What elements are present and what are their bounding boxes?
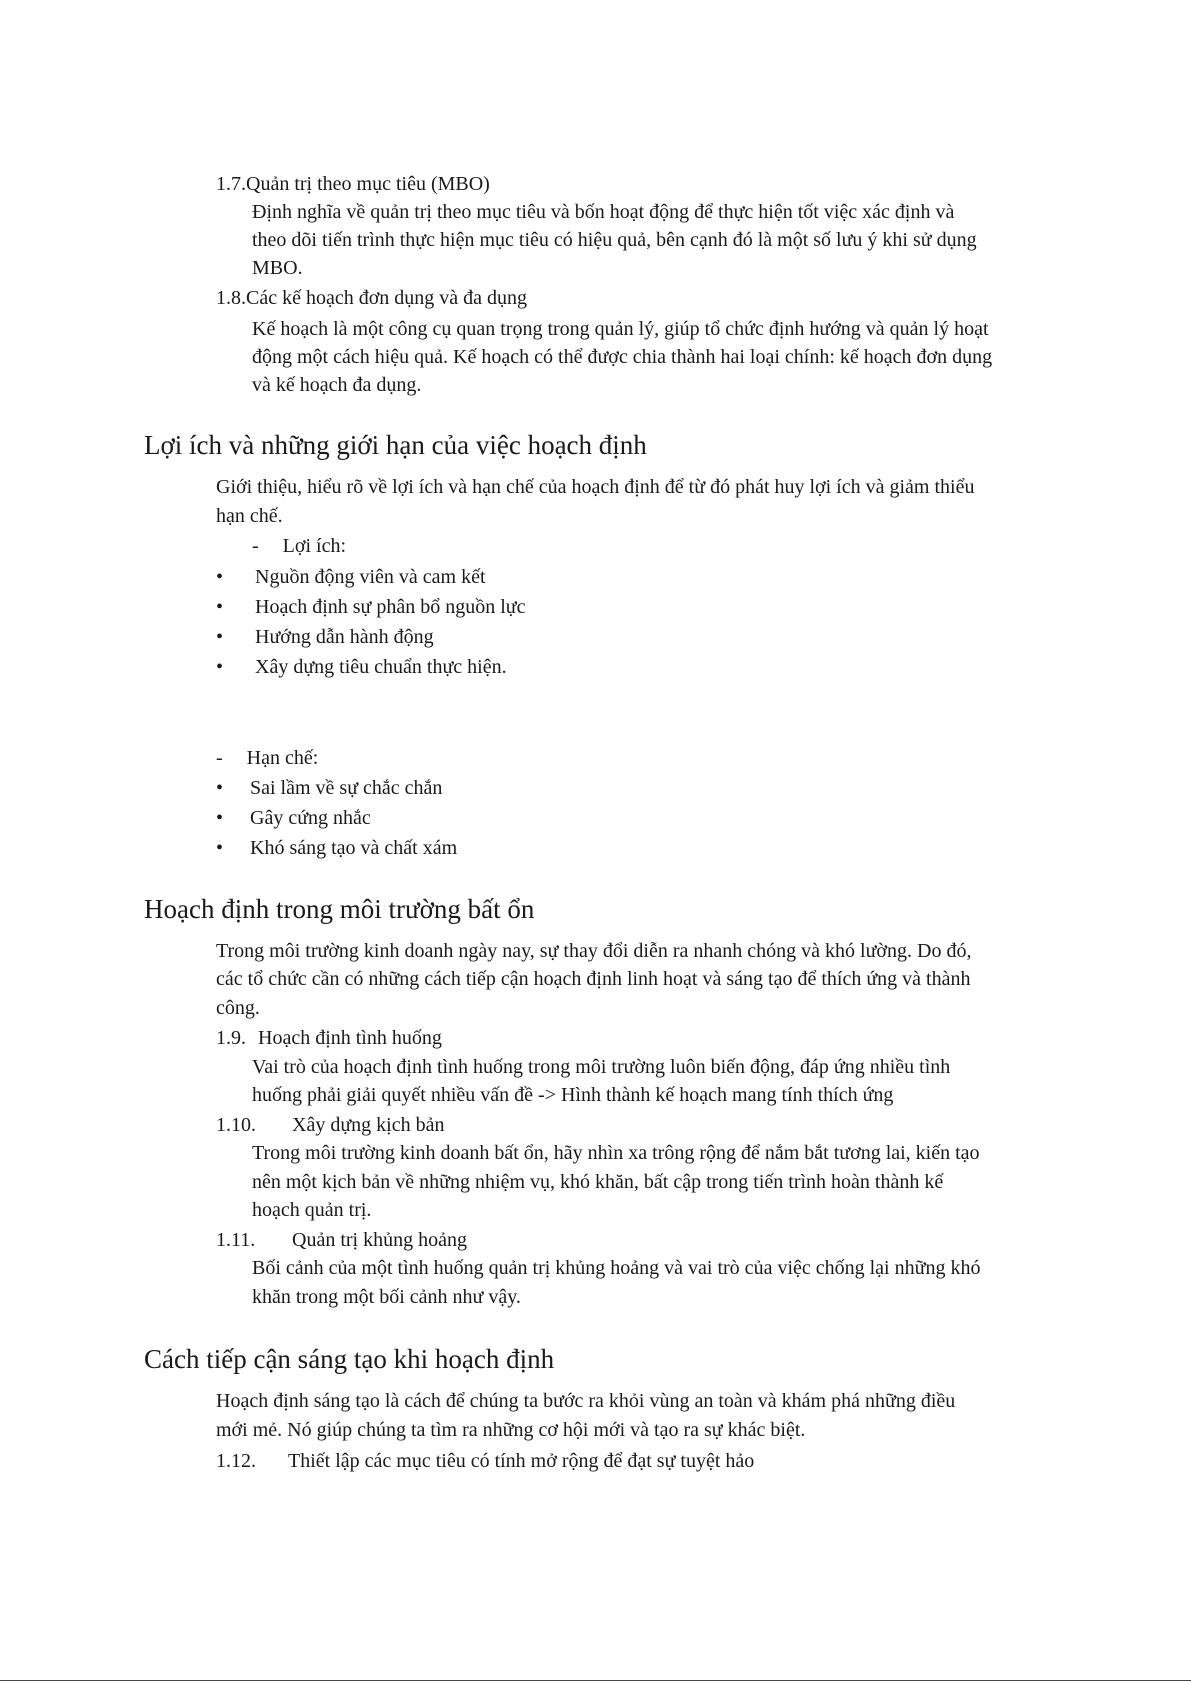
section-title: Quản trị theo mục tiêu (MBO) <box>246 173 490 195</box>
paragraph-line: Định nghĩa về quản trị theo mục tiêu và bốn hoạt động để thực hiện tốt việc xác định và <box>252 201 955 223</box>
bullet-marker: • <box>216 807 224 829</box>
bullet-marker: • <box>216 656 224 678</box>
list-item: Khó sáng tạo và chất xám <box>250 837 458 859</box>
limits-subheading <box>216 744 318 772</box>
bullet-marker: • <box>216 596 224 618</box>
heading-benefits-limits: Lợi ích và những giới hạn của việc hoạch định <box>144 430 647 460</box>
list-item: Hướng dẫn hành động <box>255 626 434 648</box>
section-1-9-heading <box>216 1024 442 1052</box>
paragraph-line: Giới thiệu, hiểu rõ về lợi ích và hạn chế của hoạch định để từ đó phát huy lợi ích và giảm thiểu <box>216 476 975 498</box>
section-1-12-heading <box>216 1447 754 1475</box>
paragraph-line: mới mẻ. Nó giúp chúng ta tìm ra những cơ hội mới và tạo ra sự khác biệt. <box>216 1419 806 1441</box>
limits-label: Hạn chế: <box>246 747 319 769</box>
section-number: 1.8. <box>216 287 246 309</box>
paragraph-line: khăn trong một bối cảnh như vậy. <box>252 1286 521 1308</box>
section-1-8-heading <box>216 284 527 312</box>
paragraph-line: Hoạch định sáng tạo là cách để chúng ta bước ra khỏi vùng an toàn và khám phá những điều <box>216 1390 956 1412</box>
dash-marker: - <box>216 747 223 769</box>
paragraph-line: hạn chế. <box>216 505 283 527</box>
paragraph-line: MBO. <box>252 257 303 279</box>
list-item: Nguồn động viên và cam kết <box>255 566 486 588</box>
paragraph-line: các tổ chức cần có những cách tiếp cận hoạch định linh hoạt và sáng tạo để thích ứng và thành <box>216 968 971 990</box>
list-item: Sai lầm về sự chắc chắn <box>250 777 443 799</box>
section-number: 1.9. <box>216 1027 246 1049</box>
paragraph-line: Vai trò của hoạch định tình huống trong môi trường luôn biến động, đáp ứng nhiều tình <box>252 1056 951 1078</box>
heading-creative-approach: Cách tiếp cận sáng tạo khi hoạch định <box>144 1344 555 1374</box>
section-title: Quản trị khủng hoảng <box>292 1229 467 1251</box>
bullet-marker: • <box>216 837 224 859</box>
bullet-marker: • <box>216 777 224 799</box>
paragraph-line: động một cách hiệu quả. Kế hoạch có thể được chia thành hai loại chính: kế hoạch đơn dụng <box>252 346 993 368</box>
paragraph-line: Bối cảnh của một tình huống quản trị khủng hoảng và vai trò của việc chống lại những khó <box>252 1257 981 1279</box>
dash-marker: - <box>252 535 259 557</box>
paragraph-line: Trong môi trường kinh doanh ngày nay, sự thay đổi diễn ra nhanh chóng và khó lường. Do đó, <box>216 940 972 962</box>
paragraph-line: nên một kịch bản về những nhiệm vụ, khó khăn, bất cập trong tiến trình hoàn thành kế <box>252 1171 944 1193</box>
section-title: Thiết lập các mục tiêu có tính mở rộng để đạt sự tuyệt hảo <box>288 1450 755 1472</box>
section-title: Hoạch định tình huống <box>258 1027 442 1049</box>
section-number: 1.7. <box>216 173 246 195</box>
section-title: Các kế hoạch đơn dụng và đa dụng <box>246 287 528 309</box>
benefits-subheading <box>252 532 346 560</box>
section-1-7-heading <box>216 170 490 198</box>
section-1-11-heading <box>216 1226 467 1254</box>
benefits-label: Lợi ích: <box>282 535 347 557</box>
section-1-10-heading <box>216 1111 444 1139</box>
section-number: 1.12. <box>216 1450 256 1472</box>
page-bottom-rule <box>0 1680 1191 1681</box>
paragraph-line: Trong môi trường kinh doanh bất ổn, hãy nhìn xa trông rộng để nắm bắt tương lai, kiến tạo <box>252 1142 980 1164</box>
paragraph-line: theo dõi tiến trình thực hiện mục tiêu có hiệu quả, bên cạnh đó là một số lưu ý khi sử dụng <box>252 229 977 251</box>
section-title: Xây dựng kịch bản <box>292 1114 445 1136</box>
paragraph-line: công. <box>216 997 260 1019</box>
bullet-marker: • <box>216 566 224 588</box>
paragraph-line: huống phải giải quyết nhiều vấn đề -> Hình thành kế hoạch mang tính thích ứng <box>252 1084 894 1106</box>
paragraph-line: và kế hoạch đa dụng. <box>252 374 422 396</box>
list-item: Hoạch định sự phân bổ nguồn lực <box>255 596 526 618</box>
paragraph-line: Kế hoạch là một công cụ quan trọng trong quản lý, giúp tổ chức định hướng và quản lý hoạt <box>252 318 989 340</box>
section-number: 1.11. <box>216 1229 256 1251</box>
heading-unstable-environment: Hoạch định trong môi trường bất ổn <box>144 894 535 924</box>
section-number: 1.10. <box>216 1114 256 1136</box>
list-item: Xây dựng tiêu chuẩn thực hiện. <box>255 656 507 678</box>
paragraph-line: hoạch quản trị. <box>252 1199 372 1221</box>
bullet-marker: • <box>216 626 224 648</box>
list-item: Gây cứng nhắc <box>250 807 371 829</box>
